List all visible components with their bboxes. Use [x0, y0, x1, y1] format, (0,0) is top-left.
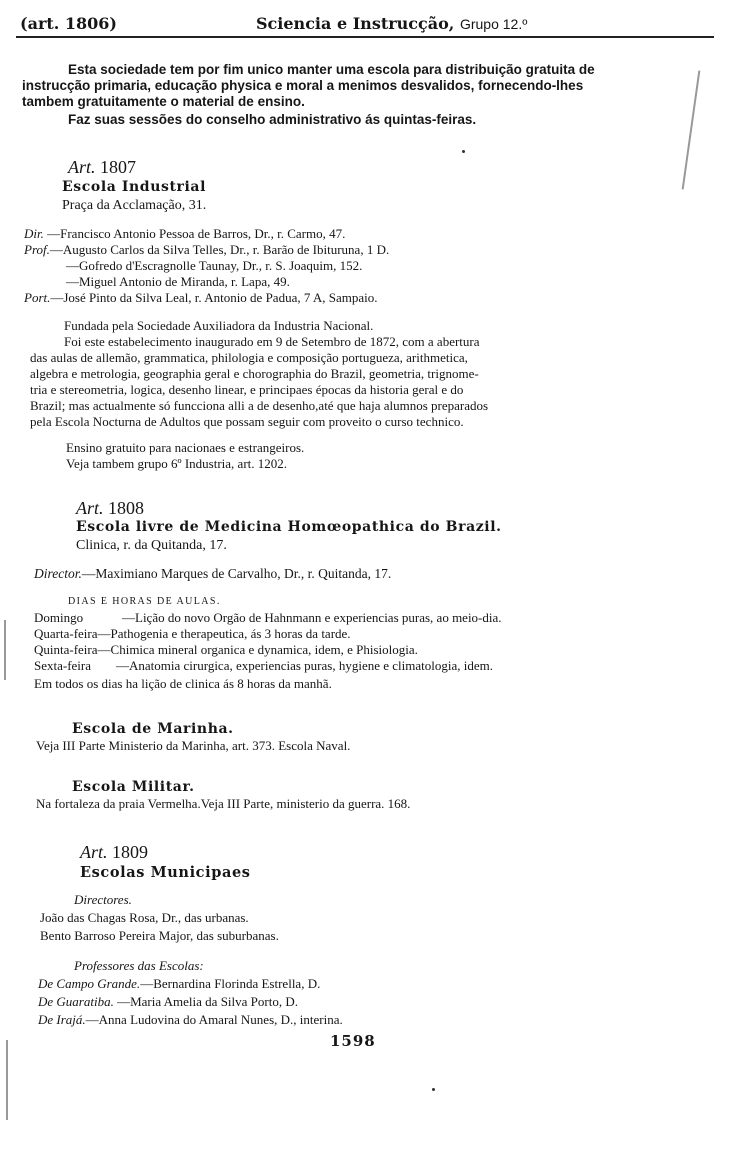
article-label: Art.: [80, 842, 108, 862]
header-section-name: Sciencia e Instrucção,: [256, 14, 455, 33]
intro-line: tambem gratuitamente o material de ensino.: [22, 94, 305, 109]
body-line: Veja tambem grupo 6º Industria, art. 1202.: [66, 456, 288, 471]
header-section-title: [256, 14, 527, 33]
institution-name: Escolas Municipaes: [80, 864, 251, 881]
staff-text: —Gofredo d'Escragnolle Taunay, Dr., r. S. Joaquim, 152.: [66, 258, 363, 273]
article-number: 1808: [108, 498, 145, 518]
director-entry: João das Chagas Rosa, Dr., das urbanas.: [40, 910, 249, 925]
article-number: 1807: [100, 157, 137, 177]
institution-name: Escola Industrial: [62, 179, 207, 195]
staff-line: [24, 242, 389, 258]
body-line: algebra e metrologia, geographia geral e chorographia do Brazil, geometria, trignome-: [30, 366, 479, 381]
schedule-text: —Chimica mineral organica e dynamica, idem, e Phisiologia.: [97, 642, 418, 657]
scan-edge-mark: [682, 70, 701, 189]
body-line: Brazil; mas actualmente só funcciona alli a de desenho,até que haja alumnos preparados: [30, 398, 489, 413]
teacher-entry: [38, 994, 298, 1010]
staff-text: —Augusto Carlos da Silva Telles, Dr., r. Barão de Ibituruna, 1 D.: [49, 242, 390, 257]
scan-speck: [462, 150, 465, 153]
staff-line: [24, 226, 345, 242]
teacher-text: —Anna Ludovina do Amaral Nunes, D., interina.: [85, 1012, 343, 1027]
schedule-text: —Anatomia cirurgica, experiencias puras, hygiene e climatologia, idem.: [116, 658, 493, 673]
schedule-daily: Em todos os dias ha lição de clinica ás 8 horas da manhã.: [34, 676, 332, 691]
teacher-place: De Irajá.: [38, 1012, 86, 1027]
article-heading: [80, 842, 148, 862]
body-line: das aulas de allemão, grammatica, philologia e composição portugueza, arithmetica,: [30, 350, 468, 365]
running-header: [16, 10, 714, 38]
scan-edge-mark: [6, 1040, 8, 1120]
schedule-text: —Lição do novo Orgão de Hahnmann e experiencias puras, ao meio-dia.: [122, 610, 502, 625]
staff-text: —Francisco Antonio Pessoa de Barros, Dr., r. Carmo, 47.: [43, 226, 346, 241]
staff-role: Prof.: [24, 242, 50, 257]
scan-edge-mark: [4, 620, 6, 680]
article-heading: [68, 157, 136, 177]
page-number: 1598: [330, 1032, 376, 1050]
schedule-day: Quinta-feira: [34, 642, 98, 657]
schedule-title: DIAS E HORAS DE AULAS.: [68, 596, 221, 607]
institution-address: Clinica, r. da Quitanda, 17.: [76, 538, 227, 553]
scan-speck: [432, 1088, 435, 1091]
institution-name: Escola livre de Medicina Homœopathica do Brazil.: [76, 519, 502, 535]
institution-text: Veja III Parte Ministerio da Marinha, art. 373. Escola Naval.: [36, 738, 351, 753]
body-line: pela Escola Nocturna de Adultos que possam seguir com proveito o curso technico.: [30, 414, 464, 429]
intro-line: instrucção primaria, educação physica e moral a menimos desvalidos, fornecendo-lhes: [22, 78, 584, 93]
body-line: Foi este estabelecimento inaugurado em 9 de Setembro de 1872, com a abertura: [64, 334, 480, 349]
teachers-title: Professores das Escolas:: [74, 958, 204, 973]
institution-address: Praça da Acclamação, 31.: [62, 198, 207, 213]
staff-role: Dir.: [24, 226, 44, 241]
header-group: Grupo 12.º: [459, 16, 528, 32]
directors-title: Directores.: [74, 892, 132, 907]
body-line: tria e stereometria, logica, desenho linear, e principaes épocas da historia geral e do: [30, 382, 464, 397]
director-text: —Maximiano Marques de Carvalho, Dr., r. Quitanda, 17.: [81, 566, 392, 581]
staff-text: —Miguel Antonio de Miranda, r. Lapa, 49.: [66, 274, 290, 289]
teacher-text: —Bernardina Florinda Estrella, D.: [140, 976, 321, 991]
institution-text: Na fortaleza da praia Vermelha.Veja III Parte, ministerio da guerra. 168.: [36, 796, 411, 811]
institution-name: Escola de Marinha.: [72, 721, 234, 737]
article-label: Art.: [68, 157, 96, 177]
header-article-ref: (art. 1806): [20, 14, 117, 33]
body-line: Fundada pela Sociedade Auxiliadora da Industria Nacional.: [64, 318, 374, 333]
schedule-text: —Pathogenia e therapeutica, ás 3 horas da tarde.: [97, 626, 351, 641]
article-number: 1809: [112, 842, 149, 862]
director-role: Director.: [34, 566, 82, 581]
teacher-place: De Campo Grande.: [38, 976, 141, 991]
staff-line: [66, 258, 362, 274]
schedule-day: Domingo: [34, 610, 84, 625]
schedule-day: Quarta-feira: [34, 626, 98, 641]
article-heading: [76, 498, 144, 518]
staff-role: Port.: [24, 290, 51, 305]
teacher-place: De Guaratiba.: [38, 994, 114, 1009]
staff-line: [24, 290, 378, 306]
body-line: Ensino gratuito para nacionaes e estrangeiros.: [66, 440, 305, 455]
schedule-row: [34, 658, 493, 674]
intro-line: Faz suas sessões do conselho administrativo ás quintas-feiras.: [68, 112, 477, 127]
intro-line: Esta sociedade tem por fim unico manter uma escola para distribuição gratuita de: [68, 62, 595, 77]
schedule-row: [34, 642, 418, 658]
institution-name: Escola Militar.: [72, 779, 195, 795]
schedule-row: [34, 610, 502, 626]
staff-line: [66, 274, 290, 290]
teacher-text: —Maria Amelia da Silva Porto, D.: [113, 994, 298, 1009]
teacher-entry: [38, 976, 320, 992]
schedule-day: Sexta-feira: [34, 658, 92, 673]
staff-text: —José Pinto da Silva Leal, r. Antonio de Padua, 7 A, Sampaio.: [50, 290, 378, 305]
teacher-entry: [38, 1012, 343, 1028]
director-entry: Bento Barroso Pereira Major, das suburbanas.: [40, 928, 279, 943]
schedule-row: [34, 626, 351, 642]
director-line: [34, 566, 391, 582]
article-label: Art.: [76, 498, 104, 518]
